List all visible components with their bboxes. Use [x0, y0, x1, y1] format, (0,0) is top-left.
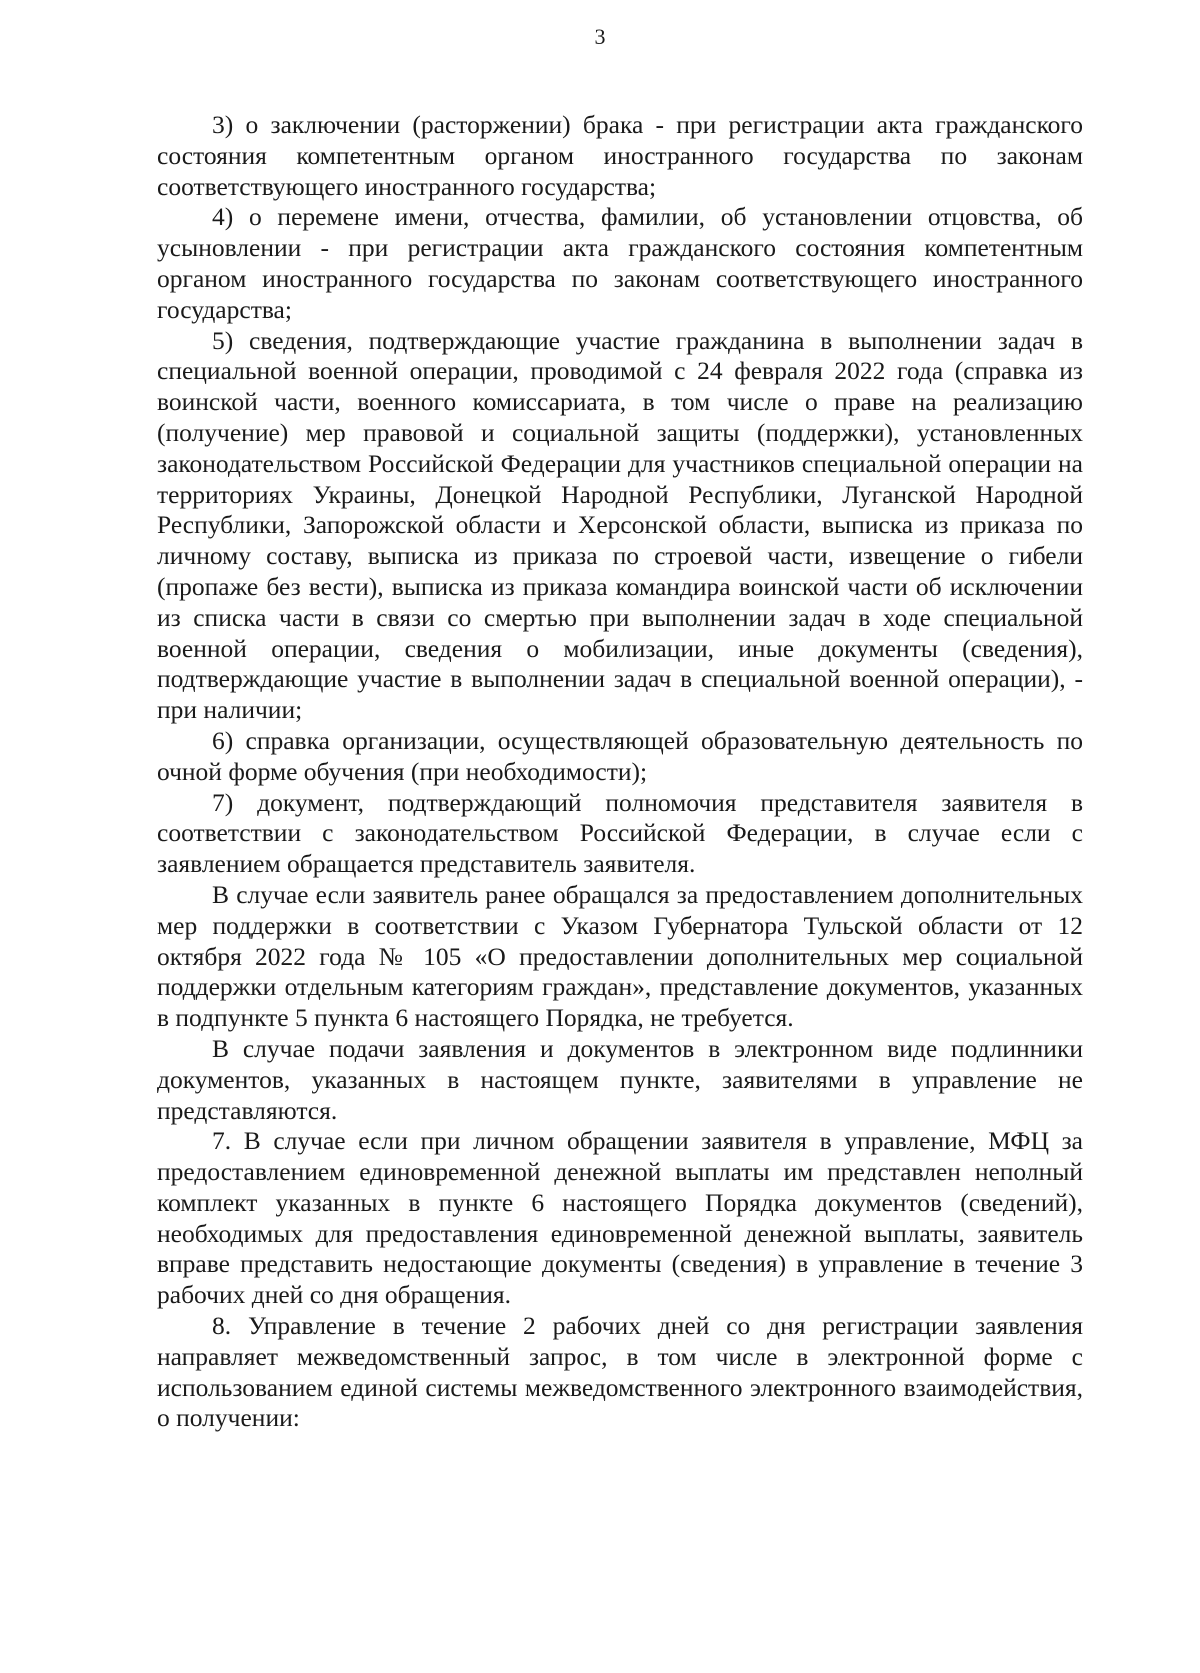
paragraph-item-3: 3) о заключении (расторжении) брака - при регистрации акта гражданского состояния компетентным органом иностранного государства по законам соответствующего иностранного государства; [157, 110, 1083, 201]
page-number: 3 [594, 24, 606, 49]
paragraph-item-4: 4) о перемене имени, отчества, фамилии, об установлении отцовства, об усыновлении - при регистрации акта гражданского состояния компетентным органом иностранного государства по законам соответствующего иностранного государства; [157, 202, 1083, 324]
paragraph-clause-8: 8. Управление в течение 2 рабочих дней со дня регистрации заявления направляет межведомственный запрос, в том числе в электронной форме с использованием единой системы межведомственного электронного взаимодействия, о получении: [157, 1311, 1083, 1433]
paragraph-electronic-submission: В случае подачи заявления и документов в электронном виде подлинники документов, указанных в настоящем пункте, заявителями в управление не представляются. [157, 1033, 1083, 1125]
paragraph-item-7: 7) документ, подтверждающий полномочия представителя заявителя в соответствии с законодательством Российской Федерации, в случае если с заявлением обращается представитель заявителя. [157, 787, 1083, 879]
paragraph-item-5: 5) сведения, подтверждающие участие гражданина в выполнении задач в специальной военной операции, проводимой с 24 февраля 2022 года (справка из воинской части, военного комиссариата, в том числе о праве на реализацию (получение) мер правовой и социальной защиты (поддержки), установленных законодательством Российской Федерации для участников специальной операции на территориях Украины, Донецкой Народной Республики, Луганской Народной Республики, Запорожской области и Херсонской области, выписка из приказа по личному составу, выписка из приказа по строевой части, извещение о гибели (пропаже без вести), выписка из приказа командира воинской части об исключении из списка части в связи со смертью при выполнении задач в ходе специальной военной операции, сведения о мобилизации, иные документы (сведения), подтверждающие участие в выполнении задач в специальной военной операции), - при наличии; [157, 325, 1083, 725]
document-body [157, 110, 1083, 1434]
paragraph-item-6: 6) справка организации, осуществляющей образовательную деятельность по очной форме обучения (при необходимости); [157, 725, 1083, 786]
paragraph-clause-7: 7. В случае если при личном обращении заявителя в управление, МФЦ за предоставлением единовременной денежной выплаты им представлен неполный комплект указанных в пункте 6 настоящего Порядка документов (сведений), необходимых для предоставления единовременной денежной выплаты, заявитель вправе представить недостающие документы (сведения) в управление в течение 3 рабочих дней со дня обращения. [157, 1126, 1083, 1310]
paragraph-prior-application: В случае если заявитель ранее обращался за предоставлением дополнительных мер поддержки в соответствии с Указом Губернатора Тульской области от 12 октября 2022 года № 105 «О предоставлении дополнительных мер социальной поддержки отдельным категориям граждан», представление документов, указанных в подпункте 5 пункта 6 настоящего Порядка, не требуется. [157, 879, 1083, 1033]
